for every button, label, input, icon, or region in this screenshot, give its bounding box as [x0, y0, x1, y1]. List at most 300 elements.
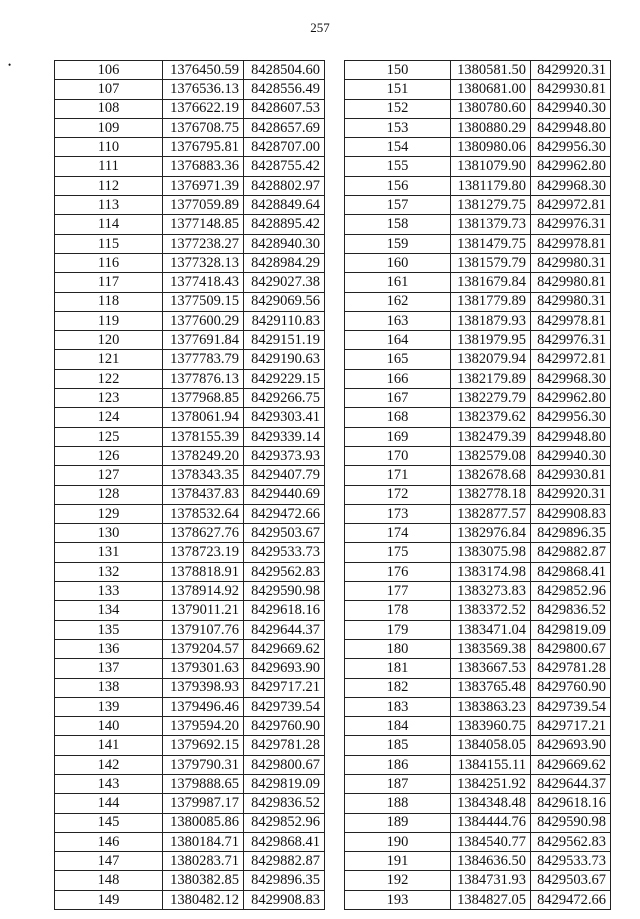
point-number-cell: 151	[345, 80, 451, 99]
table-row	[345, 389, 611, 408]
x-coordinate-cell: 1384540.77	[451, 832, 531, 851]
x-coordinate-cell: 1382976.84	[451, 524, 531, 543]
table-row	[345, 292, 611, 311]
point-number-cell: 174	[345, 524, 451, 543]
table-row	[55, 755, 325, 774]
point-number-cell: 181	[345, 659, 451, 678]
x-coordinate-cell: 1378249.20	[163, 446, 244, 465]
point-number-cell: 179	[345, 620, 451, 639]
point-number-cell: 129	[55, 504, 163, 523]
table-row	[55, 504, 325, 523]
table-row	[345, 196, 611, 215]
x-coordinate-cell: 1377418.43	[163, 273, 244, 292]
point-number-cell: 180	[345, 639, 451, 658]
table-row	[55, 408, 325, 427]
x-coordinate-cell: 1382079.94	[451, 350, 531, 369]
table-row	[345, 890, 611, 909]
table-row	[55, 562, 325, 581]
x-coordinate-cell: 1377059.89	[163, 196, 244, 215]
table-row	[55, 524, 325, 543]
point-number-cell: 121	[55, 350, 163, 369]
x-coordinate-cell: 1379692.15	[163, 736, 244, 755]
point-number-cell: 183	[345, 697, 451, 716]
x-coordinate-cell: 1376536.13	[163, 80, 244, 99]
y-coordinate-cell: 8429980.31	[531, 292, 611, 311]
table-row	[55, 61, 325, 80]
table-row	[345, 543, 611, 562]
x-coordinate-cell: 1377328.13	[163, 253, 244, 272]
point-number-cell: 127	[55, 466, 163, 485]
point-number-cell: 182	[345, 678, 451, 697]
y-coordinate-cell: 8429868.41	[531, 562, 611, 581]
y-coordinate-cell: 8429590.98	[244, 582, 325, 601]
table-row	[345, 832, 611, 851]
x-coordinate-cell: 1382778.18	[451, 485, 531, 504]
y-coordinate-cell: 8429852.96	[531, 582, 611, 601]
point-number-cell: 168	[345, 408, 451, 427]
table-row	[345, 485, 611, 504]
x-coordinate-cell: 1376883.36	[163, 157, 244, 176]
y-coordinate-cell: 8429930.81	[531, 466, 611, 485]
y-coordinate-cell: 8429868.41	[244, 832, 325, 851]
y-coordinate-cell: 8429920.31	[531, 61, 611, 80]
table-row	[345, 157, 611, 176]
y-coordinate-cell: 8428504.60	[244, 61, 325, 80]
point-number-cell: 170	[345, 446, 451, 465]
x-coordinate-cell: 1379011.21	[163, 601, 244, 620]
y-coordinate-cell: 8429618.16	[244, 601, 325, 620]
y-coordinate-cell: 8429781.28	[531, 659, 611, 678]
y-coordinate-cell: 8429968.30	[531, 369, 611, 388]
y-coordinate-cell: 8429978.81	[531, 311, 611, 330]
x-coordinate-cell: 1381279.75	[451, 196, 531, 215]
x-coordinate-cell: 1376708.75	[163, 118, 244, 137]
y-coordinate-cell: 8429800.67	[531, 639, 611, 658]
table-row	[55, 234, 325, 253]
y-coordinate-cell: 8429836.52	[531, 601, 611, 620]
table-row	[345, 215, 611, 234]
table-row	[55, 196, 325, 215]
y-coordinate-cell: 8429339.14	[244, 427, 325, 446]
table-row	[55, 890, 325, 909]
y-coordinate-cell: 8429407.79	[244, 466, 325, 485]
x-coordinate-cell: 1378818.91	[163, 562, 244, 581]
x-coordinate-cell: 1379888.65	[163, 774, 244, 793]
point-number-cell: 136	[55, 639, 163, 658]
table-row	[345, 138, 611, 157]
x-coordinate-cell: 1378532.64	[163, 504, 244, 523]
x-coordinate-cell: 1382279.79	[451, 389, 531, 408]
x-coordinate-cell: 1377148.85	[163, 215, 244, 234]
table-row	[345, 794, 611, 813]
table-row	[55, 253, 325, 272]
point-number-cell: 145	[55, 813, 163, 832]
table-row	[55, 118, 325, 137]
point-number-cell: 177	[345, 582, 451, 601]
y-coordinate-cell: 8429562.83	[531, 832, 611, 851]
point-number-cell: 140	[55, 717, 163, 736]
x-coordinate-cell: 1382479.39	[451, 427, 531, 446]
point-number-cell: 139	[55, 697, 163, 716]
table-row	[55, 601, 325, 620]
table-row	[345, 504, 611, 523]
table-row	[345, 639, 611, 658]
x-coordinate-cell: 1380880.29	[451, 118, 531, 137]
table-row	[55, 774, 325, 793]
point-number-cell: 133	[55, 582, 163, 601]
y-coordinate-cell: 8429908.83	[531, 504, 611, 523]
y-coordinate-cell: 8429533.73	[531, 852, 611, 871]
y-coordinate-cell: 8428984.29	[244, 253, 325, 272]
table-row	[345, 350, 611, 369]
table-row	[55, 697, 325, 716]
point-number-cell: 167	[345, 389, 451, 408]
x-coordinate-cell: 1377876.13	[163, 369, 244, 388]
y-coordinate-cell: 8429373.93	[244, 446, 325, 465]
y-coordinate-cell: 8429503.67	[531, 871, 611, 890]
point-number-cell: 132	[55, 562, 163, 581]
point-number-cell: 111	[55, 157, 163, 176]
x-coordinate-cell: 1383273.83	[451, 582, 531, 601]
x-coordinate-cell: 1379987.17	[163, 794, 244, 813]
point-number-cell: 112	[55, 176, 163, 195]
point-number-cell: 150	[345, 61, 451, 80]
table-row	[55, 273, 325, 292]
point-number-cell: 160	[345, 253, 451, 272]
table-row	[55, 736, 325, 755]
y-coordinate-cell: 8429819.09	[244, 774, 325, 793]
point-number-cell: 191	[345, 852, 451, 871]
y-coordinate-cell: 8429110.83	[244, 311, 325, 330]
x-coordinate-cell: 1381479.75	[451, 234, 531, 253]
point-number-cell: 184	[345, 717, 451, 736]
x-coordinate-cell: 1384251.92	[451, 774, 531, 793]
point-number-cell: 190	[345, 832, 451, 851]
x-coordinate-cell: 1379398.93	[163, 678, 244, 697]
x-coordinate-cell: 1376795.81	[163, 138, 244, 157]
table-row	[55, 832, 325, 851]
y-coordinate-cell: 8429533.73	[244, 543, 325, 562]
x-coordinate-cell: 1379204.57	[163, 639, 244, 658]
point-number-cell: 166	[345, 369, 451, 388]
point-number-cell: 164	[345, 331, 451, 350]
table-row	[345, 61, 611, 80]
y-coordinate-cell: 8429968.30	[531, 176, 611, 195]
table-row	[55, 446, 325, 465]
table-row	[345, 311, 611, 330]
y-coordinate-cell: 8429472.66	[531, 890, 611, 909]
x-coordinate-cell: 1379107.76	[163, 620, 244, 639]
y-coordinate-cell: 8429908.83	[244, 890, 325, 909]
y-coordinate-cell: 8429669.62	[244, 639, 325, 658]
point-number-cell: 124	[55, 408, 163, 427]
point-number-cell: 146	[55, 832, 163, 851]
y-coordinate-cell: 8429760.90	[531, 678, 611, 697]
x-coordinate-cell: 1376450.59	[163, 61, 244, 80]
x-coordinate-cell: 1377509.15	[163, 292, 244, 311]
x-coordinate-cell: 1382379.62	[451, 408, 531, 427]
point-number-cell: 134	[55, 601, 163, 620]
x-coordinate-cell: 1378723.19	[163, 543, 244, 562]
x-coordinate-cell: 1380980.06	[451, 138, 531, 157]
y-coordinate-cell: 8429978.81	[531, 234, 611, 253]
x-coordinate-cell: 1378343.35	[163, 466, 244, 485]
point-number-cell: 153	[345, 118, 451, 137]
y-coordinate-cell: 8429956.30	[531, 408, 611, 427]
point-number-cell: 154	[345, 138, 451, 157]
point-number-cell: 110	[55, 138, 163, 157]
point-number-cell: 157	[345, 196, 451, 215]
table-row	[55, 466, 325, 485]
y-coordinate-cell: 8429739.54	[531, 697, 611, 716]
table-row	[55, 543, 325, 562]
y-coordinate-cell: 8429717.21	[531, 717, 611, 736]
page-number: 257	[310, 20, 330, 35]
table-row	[345, 408, 611, 427]
point-number-cell: 117	[55, 273, 163, 292]
y-coordinate-cell: 8429962.80	[531, 389, 611, 408]
point-number-cell: 156	[345, 176, 451, 195]
table-row	[345, 253, 611, 272]
point-number-cell: 173	[345, 504, 451, 523]
y-coordinate-cell: 8429644.37	[244, 620, 325, 639]
y-coordinate-cell: 8429781.28	[244, 736, 325, 755]
x-coordinate-cell: 1380780.60	[451, 99, 531, 118]
table-row	[55, 350, 325, 369]
y-coordinate-cell: 8429882.87	[244, 852, 325, 871]
y-coordinate-cell: 8429882.87	[531, 543, 611, 562]
x-coordinate-cell: 1380283.71	[163, 852, 244, 871]
point-number-cell: 193	[345, 890, 451, 909]
x-coordinate-cell: 1384731.93	[451, 871, 531, 890]
y-coordinate-cell: 8429800.67	[244, 755, 325, 774]
point-number-cell: 161	[345, 273, 451, 292]
table-row	[55, 311, 325, 330]
table-row	[345, 118, 611, 137]
table-row	[345, 697, 611, 716]
point-number-cell: 118	[55, 292, 163, 311]
point-number-cell: 120	[55, 331, 163, 350]
y-coordinate-cell: 8429948.80	[531, 118, 611, 137]
point-number-cell: 109	[55, 118, 163, 137]
point-number-cell: 172	[345, 485, 451, 504]
x-coordinate-cell: 1377238.27	[163, 234, 244, 253]
x-coordinate-cell: 1383667.53	[451, 659, 531, 678]
point-number-cell: 147	[55, 852, 163, 871]
x-coordinate-cell: 1384155.11	[451, 755, 531, 774]
point-number-cell: 155	[345, 157, 451, 176]
x-coordinate-cell: 1380085.86	[163, 813, 244, 832]
coordinates-table-right	[344, 60, 611, 910]
point-number-cell: 115	[55, 234, 163, 253]
x-coordinate-cell: 1380382.85	[163, 871, 244, 890]
y-coordinate-cell: 8429693.90	[531, 736, 611, 755]
table-row	[55, 427, 325, 446]
y-coordinate-cell: 8429472.66	[244, 504, 325, 523]
table-row	[345, 755, 611, 774]
table-row	[345, 369, 611, 388]
point-number-cell: 152	[345, 99, 451, 118]
point-number-cell: 158	[345, 215, 451, 234]
y-coordinate-cell: 8429644.37	[531, 774, 611, 793]
point-number-cell: 119	[55, 311, 163, 330]
x-coordinate-cell: 1384058.05	[451, 736, 531, 755]
y-coordinate-cell: 8429976.31	[531, 331, 611, 350]
x-coordinate-cell: 1381379.73	[451, 215, 531, 234]
y-coordinate-cell: 8429069.56	[244, 292, 325, 311]
y-coordinate-cell: 8429920.31	[531, 485, 611, 504]
table-row	[55, 331, 325, 350]
x-coordinate-cell: 1383075.98	[451, 543, 531, 562]
table-row	[345, 446, 611, 465]
y-coordinate-cell: 8429229.15	[244, 369, 325, 388]
y-coordinate-cell: 8428895.42	[244, 215, 325, 234]
x-coordinate-cell: 1380184.71	[163, 832, 244, 851]
y-coordinate-cell: 8429151.19	[244, 331, 325, 350]
y-coordinate-cell: 8429930.81	[531, 80, 611, 99]
x-coordinate-cell: 1381579.79	[451, 253, 531, 272]
x-coordinate-cell: 1383372.52	[451, 601, 531, 620]
y-coordinate-cell: 8429693.90	[244, 659, 325, 678]
y-coordinate-cell: 8428657.69	[244, 118, 325, 137]
point-number-cell: 107	[55, 80, 163, 99]
table-row	[55, 852, 325, 871]
y-coordinate-cell: 8429980.81	[531, 273, 611, 292]
table-row	[345, 601, 611, 620]
x-coordinate-cell: 1383863.23	[451, 697, 531, 716]
table-row	[345, 331, 611, 350]
table-row	[345, 659, 611, 678]
table-row	[345, 273, 611, 292]
table-row	[345, 620, 611, 639]
x-coordinate-cell: 1378627.76	[163, 524, 244, 543]
x-coordinate-cell: 1380681.00	[451, 80, 531, 99]
table-row	[345, 678, 611, 697]
y-coordinate-cell: 8429440.69	[244, 485, 325, 504]
table-row	[55, 871, 325, 890]
point-number-cell: 131	[55, 543, 163, 562]
y-coordinate-cell: 8429956.30	[531, 138, 611, 157]
table-row	[55, 485, 325, 504]
table-row	[55, 678, 325, 697]
table-row	[55, 138, 325, 157]
x-coordinate-cell: 1381679.84	[451, 273, 531, 292]
x-coordinate-cell: 1380482.12	[163, 890, 244, 909]
y-coordinate-cell: 8428940.30	[244, 234, 325, 253]
point-number-cell: 187	[345, 774, 451, 793]
point-number-cell: 116	[55, 253, 163, 272]
point-number-cell: 125	[55, 427, 163, 446]
table-row	[345, 717, 611, 736]
x-coordinate-cell: 1380581.50	[451, 61, 531, 80]
y-coordinate-cell: 8429972.81	[531, 350, 611, 369]
y-coordinate-cell: 8429760.90	[244, 717, 325, 736]
y-coordinate-cell: 8429590.98	[531, 813, 611, 832]
y-coordinate-cell: 8429896.35	[244, 871, 325, 890]
table-row	[345, 427, 611, 446]
y-coordinate-cell: 8429717.21	[244, 678, 325, 697]
point-number-cell: 176	[345, 562, 451, 581]
y-coordinate-cell: 8428755.42	[244, 157, 325, 176]
point-number-cell: 159	[345, 234, 451, 253]
table-row	[345, 234, 611, 253]
x-coordinate-cell: 1381179.80	[451, 176, 531, 195]
y-coordinate-cell: 8429190.63	[244, 350, 325, 369]
y-coordinate-cell: 8429819.09	[531, 620, 611, 639]
table-row	[55, 292, 325, 311]
table-row	[345, 582, 611, 601]
x-coordinate-cell: 1383174.98	[451, 562, 531, 581]
point-number-cell: 192	[345, 871, 451, 890]
table-row	[55, 369, 325, 388]
y-coordinate-cell: 8428707.00	[244, 138, 325, 157]
point-number-cell: 149	[55, 890, 163, 909]
y-coordinate-cell: 8429980.31	[531, 253, 611, 272]
point-number-cell: 178	[345, 601, 451, 620]
y-coordinate-cell: 8429503.67	[244, 524, 325, 543]
x-coordinate-cell: 1381779.89	[451, 292, 531, 311]
x-coordinate-cell: 1379496.46	[163, 697, 244, 716]
table-row	[345, 871, 611, 890]
y-coordinate-cell: 8428802.97	[244, 176, 325, 195]
point-number-cell: 130	[55, 524, 163, 543]
point-number-cell: 148	[55, 871, 163, 890]
y-coordinate-cell: 8429562.83	[244, 562, 325, 581]
table-row	[55, 620, 325, 639]
point-number-cell: 165	[345, 350, 451, 369]
point-number-cell: 141	[55, 736, 163, 755]
table-row	[345, 176, 611, 195]
x-coordinate-cell: 1381079.90	[451, 157, 531, 176]
table-row	[345, 736, 611, 755]
y-coordinate-cell: 8428607.53	[244, 99, 325, 118]
x-coordinate-cell: 1384444.76	[451, 813, 531, 832]
table-row	[345, 774, 611, 793]
table-row	[55, 813, 325, 832]
point-number-cell: 188	[345, 794, 451, 813]
x-coordinate-cell: 1382678.68	[451, 466, 531, 485]
y-coordinate-cell: 8429896.35	[531, 524, 611, 543]
x-coordinate-cell: 1379790.31	[163, 755, 244, 774]
table-row	[55, 717, 325, 736]
table-row	[55, 80, 325, 99]
y-coordinate-cell: 8429739.54	[244, 697, 325, 716]
point-number-cell: 106	[55, 61, 163, 80]
y-coordinate-cell: 8429940.30	[531, 446, 611, 465]
y-coordinate-cell: 8429948.80	[531, 427, 611, 446]
x-coordinate-cell: 1377691.84	[163, 331, 244, 350]
point-number-cell: 169	[345, 427, 451, 446]
x-coordinate-cell: 1384636.50	[451, 852, 531, 871]
point-number-cell: 128	[55, 485, 163, 504]
point-number-cell: 138	[55, 678, 163, 697]
x-coordinate-cell: 1376971.39	[163, 176, 244, 195]
y-coordinate-cell: 8429852.96	[244, 813, 325, 832]
x-coordinate-cell: 1377600.29	[163, 311, 244, 330]
point-number-cell: 126	[55, 446, 163, 465]
table-row	[55, 157, 325, 176]
y-coordinate-cell: 8429618.16	[531, 794, 611, 813]
x-coordinate-cell: 1379594.20	[163, 717, 244, 736]
table-row	[55, 99, 325, 118]
y-coordinate-cell: 8428556.49	[244, 80, 325, 99]
x-coordinate-cell: 1379301.63	[163, 659, 244, 678]
table-row	[345, 813, 611, 832]
x-coordinate-cell: 1384348.48	[451, 794, 531, 813]
y-coordinate-cell: 8429266.75	[244, 389, 325, 408]
y-coordinate-cell: 8429940.30	[531, 99, 611, 118]
table-row	[55, 176, 325, 195]
